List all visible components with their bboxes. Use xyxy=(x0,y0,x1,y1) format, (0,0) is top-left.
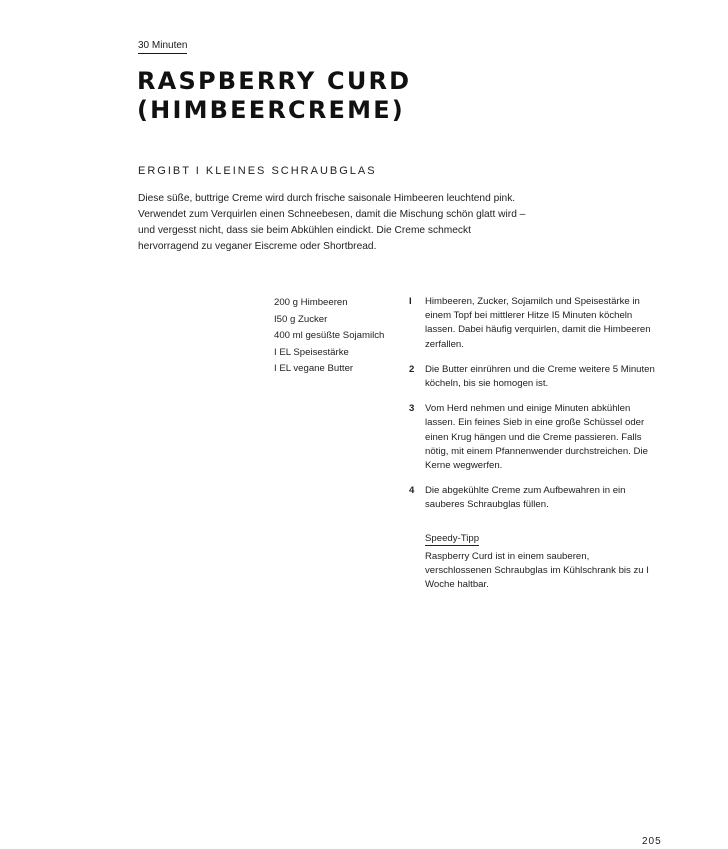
tip-box xyxy=(425,532,657,593)
step-number: 2 xyxy=(409,363,415,375)
ingredient-item: I EL vegane Butter xyxy=(274,363,354,375)
step-item xyxy=(409,295,659,352)
ingredient-item: I EL Speisestärke xyxy=(274,346,349,358)
step-text: Himbeeren, Zucker, Sojamilch und Speisestärke in einem Topf bei mittlerer Hitze I5 Minuten köcheln lassen. Dabei häufig verquirlen, damit die Himbeeren zerfallen. xyxy=(425,296,651,350)
tip-title: Speedy-Tipp xyxy=(425,533,480,544)
step-item xyxy=(409,402,659,473)
ingredient-item: I50 g Zucker xyxy=(274,313,328,325)
recipe-title xyxy=(137,67,411,125)
step-text: Die Butter einrühren und die Creme weitere 5 Minuten köcheln, bis sie homogen ist. xyxy=(425,363,655,390)
ingredient-item: 200 g Himbeeren xyxy=(274,297,348,308)
ingredient-item: 400 ml gesüßte Sojamilch xyxy=(274,330,385,342)
step-number: 4 xyxy=(409,485,415,497)
step-item xyxy=(409,363,659,391)
steps-list xyxy=(409,295,659,524)
cooking-time-label: 30 Minuten xyxy=(138,40,187,54)
recipe-title-line-1: RASPBERRY CURD xyxy=(137,67,412,95)
page-number: 205 xyxy=(642,836,662,847)
step-number: 3 xyxy=(409,403,415,415)
step-item xyxy=(409,484,659,512)
recipe-yield: ERGIBT I KLEINES SCHRAUBGLAS xyxy=(138,165,377,177)
tip-text: Raspberry Curd ist in einem sauberen, verschlossenen Schraubglas im Kühlschrank bis zu I Woche haltbar. xyxy=(425,551,649,591)
step-text: Vom Herd nehmen und einige Minuten abkühlen lassen. Ein feines Sieb in eine große Schüssel oder einen Krug hängen und die Creme passieren. Falls nötig, mit einem Pfannenwender durchstreichen. Die Kerne wegwerfen. xyxy=(425,403,648,472)
recipe-intro: Diese süße, buttrige Creme wird durch frische saisonale Himbeeren leuchtend pink. Verwendet zum Verquirlen einen Schneebesen, damit die Mischung schön glatt wird – und vergesst nicht, dass sie beim Abkühlen eindickt. Die Creme schmeckt hervorragend zu veganer Eiscreme oder Shortbread. xyxy=(138,193,526,252)
ingredients-list xyxy=(274,295,384,378)
recipe-title-line-2: (HIMBEERCREME) xyxy=(137,96,405,124)
step-text: Die abgekühlte Creme zum Aufbewahren in ein sauberes Schraubglas füllen. xyxy=(425,485,626,511)
step-number: I xyxy=(409,296,412,307)
